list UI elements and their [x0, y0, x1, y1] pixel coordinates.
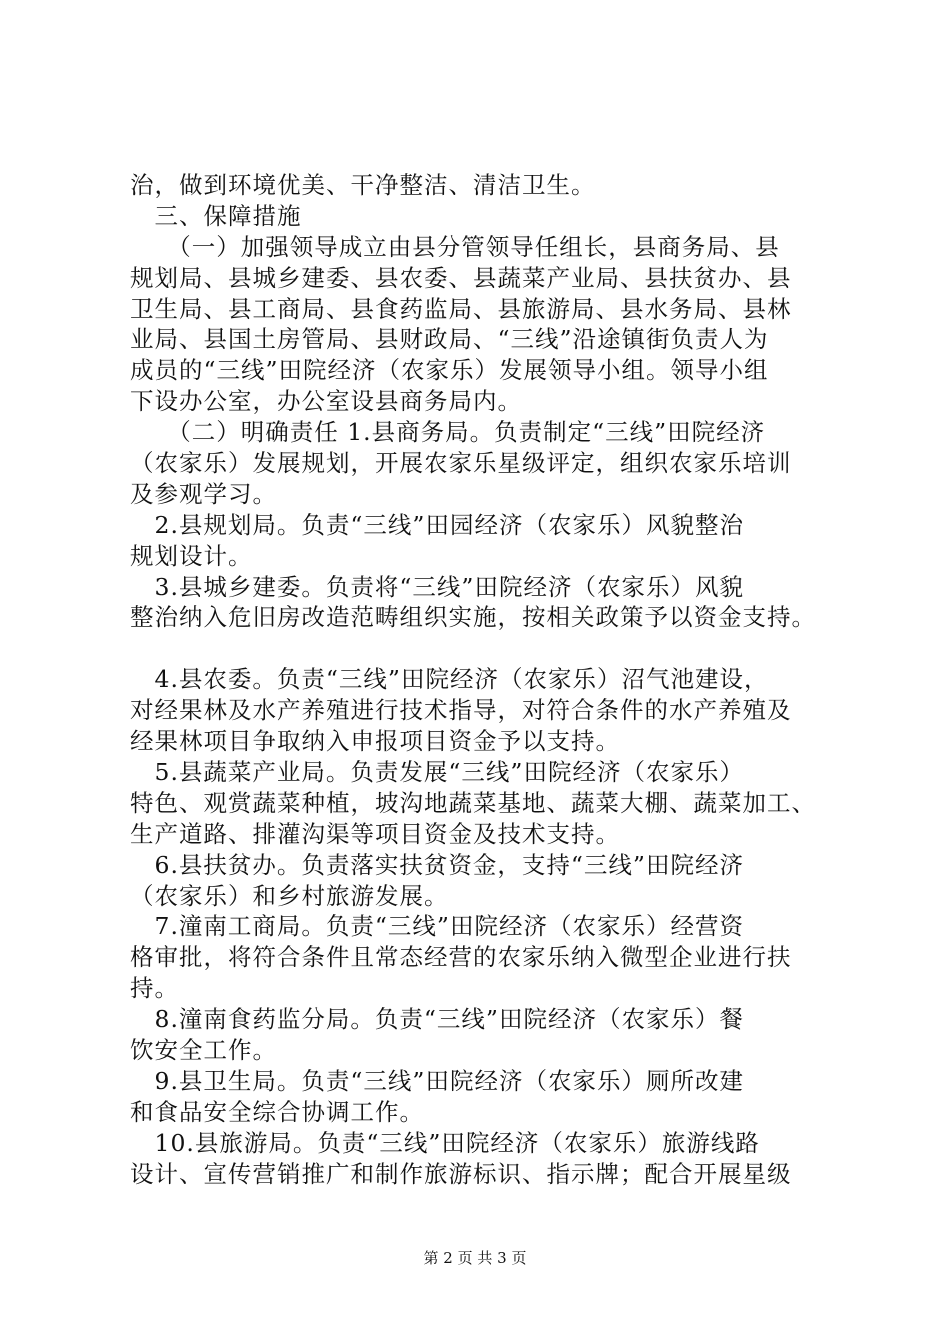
- text-line: 3.县城乡建委。负责将“三线”田院经济（农家乐）风貌: [130, 572, 744, 601]
- document-body: [130, 170, 850, 1190]
- text-line: 饮安全工作。: [130, 1036, 277, 1065]
- text-line: 5.县蔬菜产业局。负责发展“三线”田院经济（农家乐）: [130, 758, 744, 787]
- text-line: 6.县扶贫办。负责落实扶贫资金，支持“三线”田院经济: [130, 850, 744, 879]
- text-line: 特色、观赏蔬菜种植，坡沟地蔬菜基地、蔬菜大棚、蔬菜加工、: [130, 788, 816, 817]
- text-line: 规划局、县城乡建委、县农委、县蔬菜产业局、县扶贫办、县: [130, 263, 792, 292]
- text-line: 8.潼南食药监分局。负责“三线”田院经济（农家乐）餐: [130, 1005, 744, 1034]
- text-line: 2.县规划局。负责“三线”田园经济（农家乐）风貌整治: [130, 510, 744, 539]
- text-line: 10.县旅游局。负责“三线”田院经济（农家乐）旅游线路: [130, 1128, 760, 1157]
- text-line: （一）加强领导成立由县分管领导任组长，县商务局、县: [130, 232, 780, 261]
- text-line: 卫生局、县工商局、县食药监局、县旅游局、县水务局、县林: [130, 294, 792, 323]
- text-line: 业局、县国土房管局、县财政局、“三线”沿途镇街负责人为: [130, 325, 769, 354]
- text-line: 4.县农委。负责“三线”田院经济（农家乐）沼气池建设，: [130, 665, 769, 694]
- text-line: 生产道路、排灌沟渠等项目资金及技术支持。: [130, 819, 620, 848]
- text-line: （农家乐）发展规划，开展农家乐星级评定，组织农家乐培训: [130, 449, 792, 478]
- text-line: 整治纳入危旧房改造范畴组织实施，按相关政策予以资金支持。: [130, 603, 816, 632]
- text-line: 治，做到环境优美、干净整洁、清洁卫生。: [130, 171, 596, 199]
- text-line: 和食品安全综合协调工作。: [130, 1097, 424, 1126]
- text-line: 经果林项目争取纳入申报项目资金予以支持。: [130, 727, 620, 756]
- section-heading: 三、保障措施: [130, 201, 302, 230]
- text-line: 7.潼南工商局。负责“三线”田院经济（农家乐）经营资: [130, 912, 744, 941]
- text-line: 格审批，将符合条件且常态经营的农家乐纳入微型企业进行扶: [130, 943, 792, 972]
- text-line: 规划设计。: [130, 541, 253, 570]
- text-line: （农家乐）和乡村旅游发展。: [130, 881, 449, 910]
- text-line: 下设办公室，办公室设县商务局内。: [130, 387, 522, 416]
- text-line: （二）明确责任 1.县商务局。负责制定“三线”田院经济: [130, 418, 766, 447]
- text-line: 设计、宣传营销推广和制作旅游标识、指示牌；配合开展星级: [130, 1159, 792, 1188]
- text-line: 对经果林及水产养殖进行技术指导，对符合条件的水产养殖及: [130, 696, 792, 725]
- text-line: 成员的“三线”田院经济（农家乐）发展领导小组。领导小组: [130, 356, 769, 385]
- page-number-footer: 第 2 页 共 3 页: [423, 1249, 527, 1267]
- text-line: 及参观学习。: [130, 479, 277, 508]
- blank-line: [130, 633, 850, 664]
- text-line: 9.县卫生局。负责“三线”田院经济（农家乐）厕所改建: [130, 1066, 744, 1095]
- text-line: 持。: [130, 974, 179, 1003]
